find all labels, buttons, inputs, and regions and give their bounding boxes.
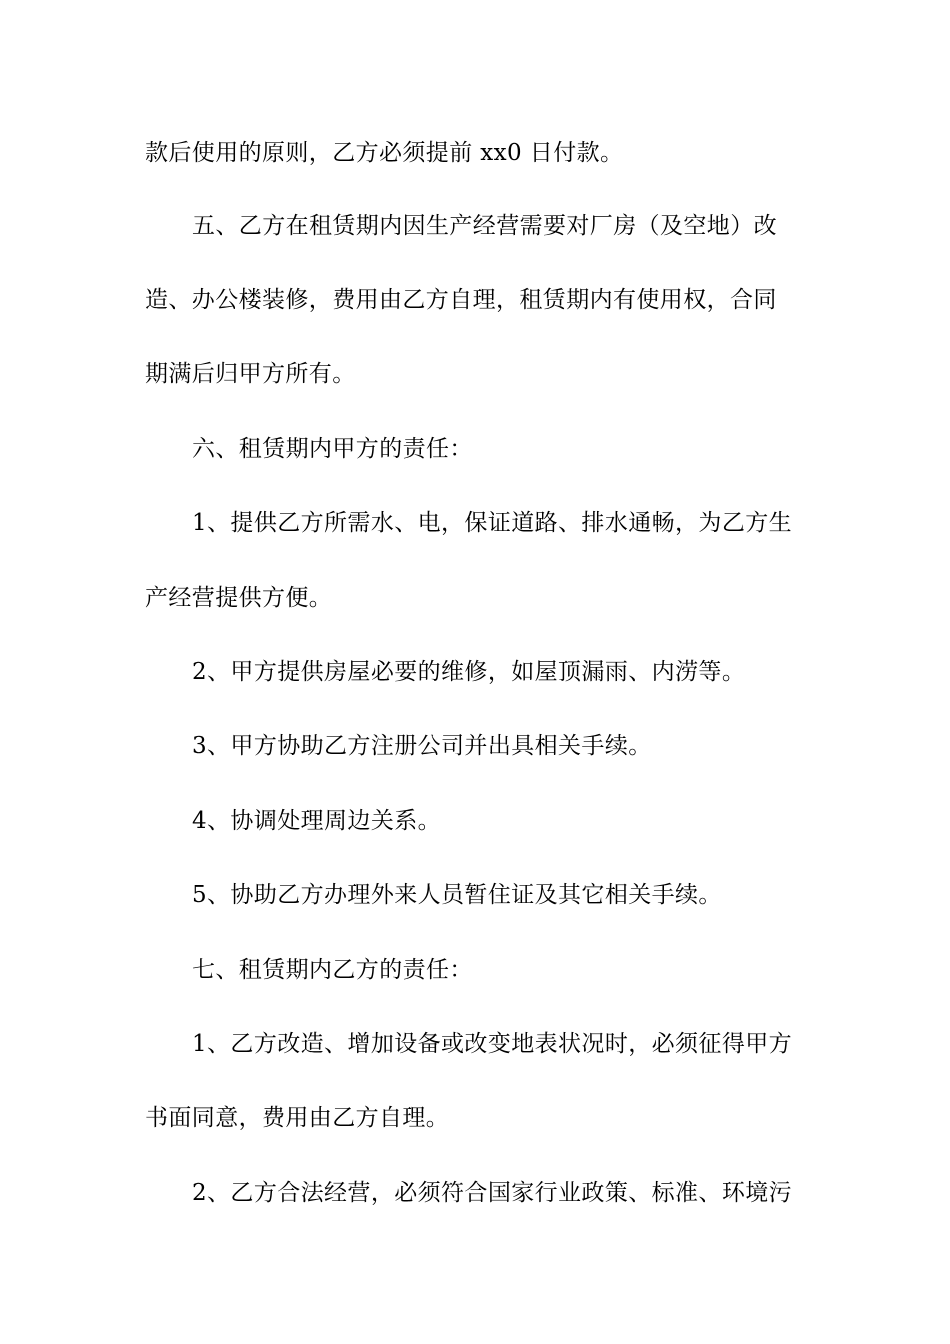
text-line: 期满后归甲方所有。 [145, 361, 356, 387]
text-line: 书面同意，费用由乙方自理。 [145, 1105, 450, 1131]
section-heading-6: 六、租赁期内甲方的责任： [192, 436, 473, 462]
list-item-6-4: 4、协调处理周边关系。 [192, 808, 442, 834]
text-line: 造、办公楼装修，费用由乙方自理，租赁期内有使用权，合同 [145, 287, 777, 313]
list-item-6-1: 1、提供乙方所需水、电，保证道路、排水通畅，为乙方生 [192, 510, 793, 536]
list-item-6-3: 3、甲方协助乙方注册公司并出具相关手续。 [192, 733, 652, 759]
list-item-7-2: 2、乙方合法经营，必须符合国家行业政策、标准、环境污 [192, 1180, 793, 1206]
list-item-6-2: 2、甲方提供房屋必要的维修，如屋顶漏雨、内涝等。 [192, 659, 746, 685]
list-item-6-5: 5、协助乙方办理外来人员暂住证及其它相关手续。 [192, 882, 722, 908]
section-heading-7: 七、租赁期内乙方的责任： [192, 957, 473, 983]
list-item-7-1: 1、乙方改造、增加设备或改变地表状况时，必须征得甲方 [192, 1031, 793, 1057]
text-line: 产经营提供方便。 [145, 585, 333, 611]
text-line: 款后使用的原则，乙方必须提前 xx0 日付款。 [145, 140, 624, 166]
paragraph-heading-5: 五、乙方在租赁期内因生产经营需要对厂房（及空地）改 [192, 213, 777, 239]
